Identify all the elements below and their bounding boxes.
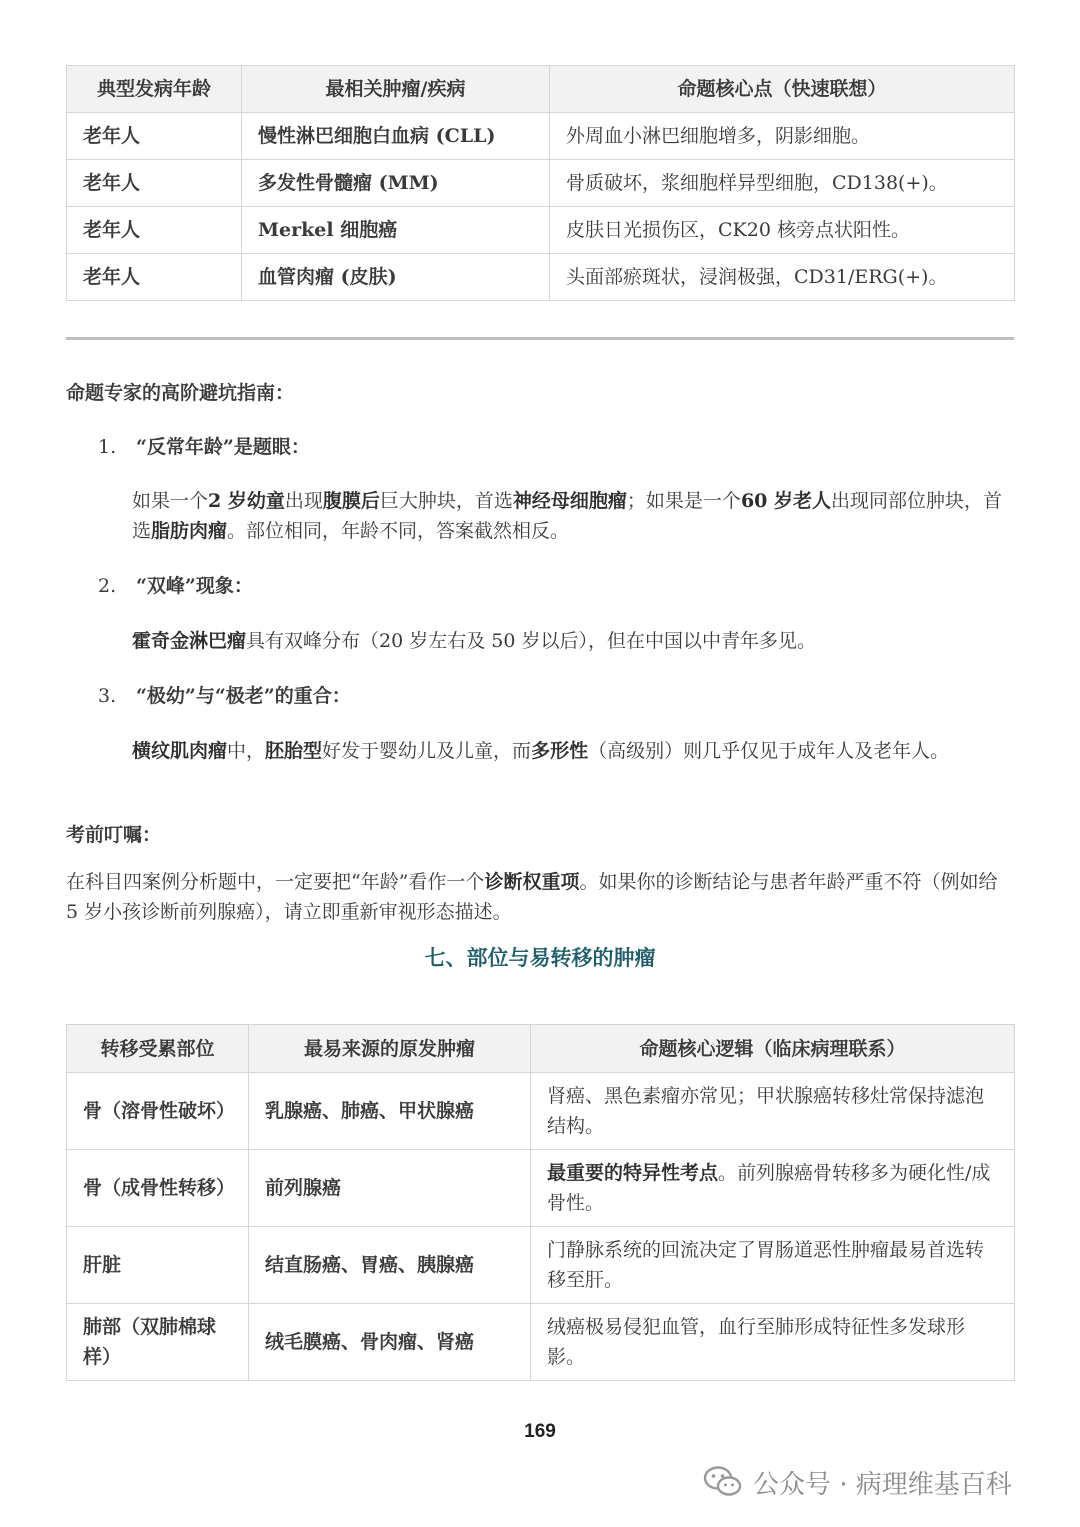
item-number: 3.	[98, 685, 117, 707]
table-row	[67, 1073, 1015, 1150]
body-text: 肾癌、黑色素瘤亦常见；甲状腺癌转移灶常保持滤泡结构。	[547, 1085, 985, 1137]
column-header: 典型发病年龄	[67, 66, 242, 113]
guide-item-body	[132, 736, 1012, 766]
body-text: 中，	[227, 740, 266, 762]
emphasis-text: 诊断权重项	[484, 871, 580, 893]
table-row	[67, 1150, 1015, 1227]
primary-tumor-cell: 乳腺癌、肺癌、甲状腺癌	[249, 1073, 531, 1150]
disease-cell: 多发性骨髓瘤 (MM)	[242, 160, 550, 207]
guide-item-body	[132, 486, 1012, 546]
emphasis-text: 横纹肌肉瘤	[132, 740, 228, 762]
logic-cell	[531, 1227, 1015, 1304]
body-text: 门静脉系统的回流决定了胃肠道恶性肿瘤最易首选转移至肝。	[547, 1239, 985, 1291]
table-row	[67, 160, 1015, 207]
table-header-row	[67, 66, 1015, 113]
table-row	[67, 254, 1015, 301]
table-row	[67, 207, 1015, 254]
guide-item-title	[98, 571, 253, 601]
age-cell: 老年人	[67, 254, 242, 301]
body-text: 。部位相同，年龄不同，答案截然相反。	[227, 520, 570, 542]
table-row	[67, 1304, 1015, 1381]
body-text: 巨大肿块，首选	[379, 490, 513, 512]
body-text: ；如果是一个	[626, 490, 741, 512]
emphasis-text: 脂肪肉瘤	[151, 520, 228, 542]
body-text: 。前列腺癌骨转移多为硬化性/成骨性。	[547, 1162, 991, 1214]
emphasis-text: 最重要的特异性考点	[547, 1162, 719, 1184]
item-title-text: “极幼”与“极老”的重合：	[136, 685, 351, 707]
item-number: 2.	[98, 575, 117, 597]
age-disease-table	[66, 65, 1015, 301]
wechat-icon	[703, 1465, 743, 1499]
keypoint-cell: 外周血小淋巴细胞增多，阴影细胞。	[550, 113, 1015, 160]
site-cell: 骨（成骨性转移）	[67, 1150, 249, 1227]
section-title: 七、部位与易转移的肿瘤	[424, 945, 656, 970]
item-title-text: “双峰”现象：	[136, 575, 253, 597]
disease-cell: 慢性淋巴细胞白血病 (CLL)	[242, 113, 550, 160]
body-text: 好发于婴幼儿及儿童，而	[322, 740, 532, 762]
disease-cell: 血管肉瘤 (皮肤)	[242, 254, 550, 301]
page-number: 169	[524, 1421, 556, 1442]
age-cell: 老年人	[67, 207, 242, 254]
guide-item-body	[132, 626, 1012, 656]
guide-item-title	[98, 681, 351, 711]
logic-cell	[531, 1150, 1015, 1227]
body-text: 。如果你的诊断结论与患者年龄严重不符（例如给 5 岁小孩诊断前列腺癌），请立即重新审视形态描述。	[66, 871, 998, 923]
emphasis-text: 霍奇金淋巴瘤	[132, 630, 247, 652]
site-cell: 肺部（双肺棉球样）	[67, 1304, 249, 1381]
emphasis-text: 神经母细胞瘤	[512, 490, 627, 512]
item-title-text: “反常年龄”是题眼：	[136, 436, 310, 458]
site-cell: 肝脏	[67, 1227, 249, 1304]
watermark-text: 公众号 · 病理维基百科	[753, 1469, 1012, 1500]
section-divider	[66, 337, 1014, 340]
keypoint-cell: 骨质破坏，浆细胞样异型细胞，CD138(+)。	[550, 160, 1015, 207]
keypoint-cell: 头面部瘀斑状，浸润极强，CD31/ERG(+)。	[550, 254, 1015, 301]
primary-tumor-cell: 结直肠癌、胃癌、胰腺癌	[249, 1227, 531, 1304]
disease-cell: Merkel 细胞癌	[242, 207, 550, 254]
body-text: 在科目四案例分析题中，一定要把“年龄”看作一个	[66, 871, 485, 893]
primary-tumor-cell: 前列腺癌	[249, 1150, 531, 1227]
table-row	[67, 113, 1015, 160]
logic-cell	[531, 1304, 1015, 1381]
table-header-row	[67, 1025, 1015, 1073]
column-header: 命题核心逻辑（临床病理联系）	[531, 1025, 1015, 1073]
site-cell: 骨（溶骨性破坏）	[67, 1073, 249, 1150]
age-cell: 老年人	[67, 160, 242, 207]
body-text: 具有双峰分布（20 岁左右及 50 岁以后），但在中国以中青年多见。	[246, 630, 816, 652]
primary-tumor-cell: 绒毛膜癌、骨肉瘤、肾癌	[249, 1304, 531, 1381]
body-text: （高级别）则几乎仅见于成年人及老年人。	[588, 740, 950, 762]
body-text: 出现同部位肿块，首选	[132, 490, 1003, 542]
guide-heading: 命题专家的高阶避坑指南：	[66, 382, 295, 404]
metastasis-table	[66, 1024, 1015, 1381]
emphasis-text: 腹膜后	[322, 490, 380, 512]
guide-item-title	[98, 432, 310, 462]
body-text: 出现	[284, 490, 323, 512]
age-cell: 老年人	[67, 113, 242, 160]
column-header: 转移受累部位	[67, 1025, 249, 1073]
body-text: 绒癌极易侵犯血管，血行至肺形成特征性多发球形影。	[547, 1316, 966, 1368]
item-number: 1.	[98, 436, 117, 458]
reminder-body	[66, 867, 1012, 927]
reminder-heading: 考前叮嘱：	[66, 824, 162, 846]
watermark	[703, 1462, 1012, 1502]
column-header: 最易来源的原发肿瘤	[249, 1025, 531, 1073]
column-header: 最相关肿瘤/疾病	[242, 66, 550, 113]
logic-cell	[531, 1073, 1015, 1150]
emphasis-text: 2 岁幼童	[208, 490, 285, 512]
emphasis-text: 多形性	[531, 740, 589, 762]
keypoint-cell: 皮肤日光损伤区，CK20 核旁点状阳性。	[550, 207, 1015, 254]
emphasis-text: 胚胎型	[265, 740, 323, 762]
emphasis-text: 60 岁老人	[740, 490, 831, 512]
column-header: 命题核心点（快速联想）	[550, 66, 1015, 113]
body-text: 如果一个	[132, 490, 209, 512]
table-row	[67, 1227, 1015, 1304]
